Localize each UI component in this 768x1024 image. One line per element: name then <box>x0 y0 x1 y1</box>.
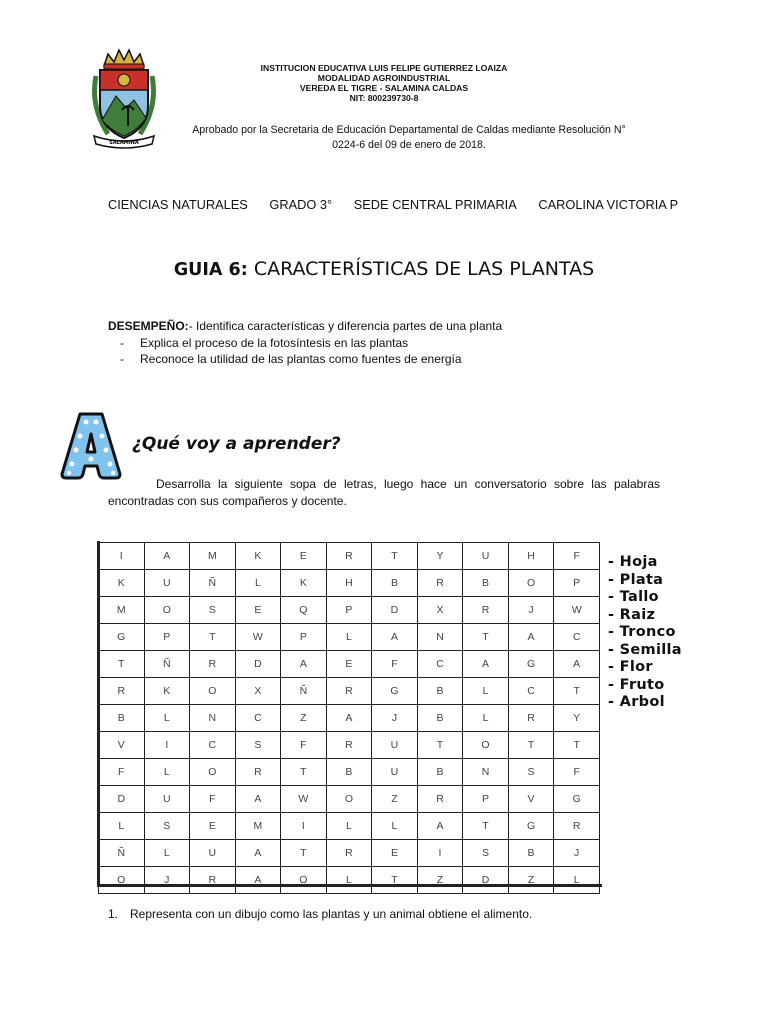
word-search-cell: I <box>99 543 145 570</box>
word-search-cell: B <box>508 840 554 867</box>
letter-a-dot <box>84 420 89 425</box>
seal-sun <box>118 74 130 86</box>
word-search-cell: A <box>281 651 327 678</box>
word-search-cell: P <box>554 570 600 597</box>
word-search-cell: K <box>281 570 327 597</box>
guide-label: GUIA 6: <box>173 260 254 280</box>
word-search-cell: P <box>326 597 372 624</box>
word-search-cell: S <box>235 732 281 759</box>
word-list-item: - Tronco <box>608 624 676 640</box>
letter-a-dot <box>108 462 113 467</box>
word-search-cell: R <box>190 867 236 894</box>
word-search-cell: B <box>417 678 463 705</box>
word-search-cell: G <box>99 624 145 651</box>
letter-a-dot <box>111 471 115 475</box>
approval-line-1: Aprobado por la Secretaria de Educación Departamental de Caldas mediante Resolución N° <box>192 124 626 136</box>
word-search-cell: U <box>372 759 418 786</box>
word-search-cell: R <box>326 543 372 570</box>
word-list-item: - Plata <box>608 571 664 588</box>
word-search-cell: Z <box>508 867 554 894</box>
word-search-cell: U <box>144 570 190 597</box>
word-search-cell: L <box>99 813 145 840</box>
word-search-cell: L <box>326 624 372 651</box>
word-search-cell: C <box>508 678 554 705</box>
word-search-cell: B <box>417 705 463 732</box>
performance-list <box>108 335 668 368</box>
word-search-cell: O <box>190 678 236 705</box>
word-search-row <box>99 732 600 759</box>
word-search-cell: B <box>463 570 509 597</box>
word-search-cell: R <box>326 840 372 867</box>
word-search-cell: A <box>508 624 554 651</box>
word-search-cell: B <box>417 759 463 786</box>
seal-banner-text: SALAMINA <box>109 140 139 146</box>
word-search-cell: G <box>554 786 600 813</box>
word-search-cell: I <box>417 840 463 867</box>
word-list <box>608 554 682 712</box>
word-search-cell: T <box>99 651 145 678</box>
letter-a-dot <box>94 420 99 425</box>
word-search-row <box>99 840 600 867</box>
word-search-cell: O <box>463 732 509 759</box>
word-search-cell: T <box>372 543 418 570</box>
word-search-cell: G <box>508 651 554 678</box>
word-search-cell: G <box>508 813 554 840</box>
word-search-cell: I <box>281 813 327 840</box>
word-search-cell: E <box>235 597 281 624</box>
word-search-cell: T <box>554 732 600 759</box>
letter-a-dot <box>89 457 94 462</box>
word-search-cell: J <box>372 705 418 732</box>
word-search-cell: P <box>144 624 190 651</box>
word-search-cell: D <box>235 651 281 678</box>
word-search-cell: R <box>326 732 372 759</box>
word-search-cell: T <box>372 867 418 894</box>
word-search-cell: A <box>417 813 463 840</box>
word-search-cell: S <box>144 813 190 840</box>
word-search-cell: A <box>235 867 281 894</box>
word-search-cell: U <box>372 732 418 759</box>
word-search-cell: Ñ <box>144 651 190 678</box>
word-search-cell: A <box>235 840 281 867</box>
letter-a-dot <box>104 448 109 453</box>
word-search-cell: W <box>235 624 281 651</box>
word-search-cell: N <box>463 759 509 786</box>
word-search-cell: B <box>99 705 145 732</box>
word-search-cell: F <box>190 786 236 813</box>
word-search-cell: B <box>326 759 372 786</box>
word-search-cell: J <box>508 597 554 624</box>
word-search-cell: E <box>372 840 418 867</box>
word-search-cell: I <box>144 732 190 759</box>
word-search-cell: P <box>281 624 327 651</box>
word-search-cell: X <box>417 597 463 624</box>
approval-text <box>170 123 648 153</box>
performance-intro: - Identifica características y diferencia partes de una planta <box>188 319 503 333</box>
institution-location: VEREDA EL TIGRE - SALAMINA CALDAS <box>299 83 469 93</box>
word-search-cell: H <box>326 570 372 597</box>
word-search-row <box>99 624 600 651</box>
word-search-cell: F <box>372 651 418 678</box>
word-search-cell: M <box>235 813 281 840</box>
word-search-cell: C <box>235 705 281 732</box>
task-number: 1. <box>108 907 119 921</box>
task-item <box>108 907 532 921</box>
word-list-item: - Semilla <box>608 641 682 658</box>
word-search-cell: C <box>417 651 463 678</box>
word-search-row <box>99 651 600 678</box>
word-search-cell: F <box>554 543 600 570</box>
word-search-cell: A <box>235 786 281 813</box>
word-search-cell: R <box>326 678 372 705</box>
word-search-cell: T <box>508 732 554 759</box>
word-search-cell: Ñ <box>190 570 236 597</box>
word-search-cell: L <box>144 840 190 867</box>
word-search-cell: T <box>281 840 327 867</box>
letter-a-icon <box>56 410 126 480</box>
word-search-cell: R <box>554 813 600 840</box>
institution-name: INSTITUCION EDUCATIVA LUIS FELIPE GUTIERREZ LOAIZA <box>260 63 508 73</box>
word-search-cell: U <box>144 786 190 813</box>
word-search-cell: W <box>554 597 600 624</box>
word-search-cell: S <box>190 597 236 624</box>
word-search-row <box>99 570 600 597</box>
word-search-cell: A <box>326 705 372 732</box>
institution-info <box>200 63 568 103</box>
word-search-row <box>99 678 600 705</box>
word-list-item: - Fruto <box>608 676 665 693</box>
seal-crown-band <box>104 64 144 69</box>
word-search-cell: E <box>281 543 327 570</box>
letter-a-shape <box>62 414 120 478</box>
letter-a-dot <box>70 462 75 467</box>
word-search-cell: W <box>281 786 327 813</box>
word-search-cell: R <box>190 651 236 678</box>
guide-topic: CARACTERÍSTICAS DE LAS PLANTAS <box>253 258 595 280</box>
word-list-item: - Hoja <box>608 554 658 570</box>
word-search-cell: V <box>99 732 145 759</box>
word-search-cell: N <box>190 705 236 732</box>
word-list-item: - Raiz <box>608 606 656 623</box>
word-search-cell: A <box>463 651 509 678</box>
performance-intro-line <box>108 318 668 335</box>
letter-a-dot <box>74 448 79 453</box>
word-search-cell: Y <box>554 705 600 732</box>
word-search-cell: R <box>463 597 509 624</box>
word-search-cell: T <box>417 732 463 759</box>
word-search-cell: J <box>144 867 190 894</box>
word-search-cell: H <box>508 543 554 570</box>
subject-name: CIENCIAS NATURALES <box>108 197 248 212</box>
word-search-grid <box>98 542 600 894</box>
word-search-cell: Ñ <box>281 678 327 705</box>
word-list-item: - Tallo <box>608 589 659 605</box>
word-search-row <box>99 813 600 840</box>
word-search-cell: C <box>190 732 236 759</box>
section-heading: ¿Qué voy a aprender? <box>132 434 341 454</box>
word-search-row <box>99 705 600 732</box>
word-search-cell: R <box>417 786 463 813</box>
word-search-cell: A <box>144 543 190 570</box>
word-search-row <box>99 786 600 813</box>
teacher-name: CAROLINA VICTORIA P <box>538 197 679 212</box>
word-search-cell: M <box>190 543 236 570</box>
word-search-cell: Z <box>372 786 418 813</box>
word-search-cell: D <box>463 867 509 894</box>
word-search-cell: L <box>144 705 190 732</box>
word-search-cell: T <box>190 624 236 651</box>
word-search-cell: L <box>463 705 509 732</box>
performance-item: - Reconoce la utilidad de las plantas como fuentes de energía <box>108 351 668 368</box>
word-search-cell: O <box>281 867 327 894</box>
word-search-cell: O <box>99 867 145 894</box>
word-search-cell: D <box>99 786 145 813</box>
word-search-cell: L <box>144 759 190 786</box>
word-search-cell: G <box>372 678 418 705</box>
word-search-cell: T <box>463 624 509 651</box>
word-search-cell: B <box>372 570 418 597</box>
word-search-cell: R <box>417 570 463 597</box>
grade-label: GRADO 3° <box>269 197 333 212</box>
approval-line-2: 0224-6 del 09 de enero de 2018. <box>332 139 486 151</box>
word-search-cell: F <box>554 759 600 786</box>
word-search-cell: Y <box>417 543 463 570</box>
word-search-cell: T <box>463 813 509 840</box>
word-search-cell: L <box>463 678 509 705</box>
word-search-cell: T <box>554 678 600 705</box>
word-search-cell: E <box>190 813 236 840</box>
word-search-cell: V <box>508 786 554 813</box>
word-search-body <box>99 543 600 894</box>
word-search-row <box>99 759 600 786</box>
institution-nit: NIT: 800239730-8 <box>349 93 419 103</box>
performance-label: DESEMPEÑO: <box>108 319 189 333</box>
word-search-cell: S <box>508 759 554 786</box>
word-search-cell: N <box>417 624 463 651</box>
word-search-cell: L <box>326 813 372 840</box>
word-search-cell: F <box>281 732 327 759</box>
word-search-cell: K <box>99 570 145 597</box>
activity-instruction: Desarrolla la siguiente sopa de letras, luego hace un conversatorio sobre las palabras encontradas con sus compañeros y docente. <box>108 477 660 508</box>
word-search-cell: D <box>372 597 418 624</box>
word-search-cell: O <box>508 570 554 597</box>
word-search-cell: L <box>372 813 418 840</box>
task-text: Representa con un dibujo como las plantas y un animal obtiene el alimento. <box>130 907 533 921</box>
guide-title <box>0 258 768 280</box>
word-search-cell: R <box>508 705 554 732</box>
word-search-cell: J <box>554 840 600 867</box>
letter-a-dot <box>78 434 83 439</box>
word-search-cell: Z <box>281 705 327 732</box>
word-search-cell: S <box>463 840 509 867</box>
word-search-cell: C <box>554 624 600 651</box>
subject-line <box>108 197 708 212</box>
word-search-cell: L <box>326 867 372 894</box>
word-search-cell: U <box>190 840 236 867</box>
word-search-cell: F <box>99 759 145 786</box>
letter-a-dot <box>67 471 71 475</box>
word-search-cell: Z <box>417 867 463 894</box>
letter-a-dot <box>100 434 105 439</box>
word-search-cell: P <box>463 786 509 813</box>
branch-name: SEDE CENTRAL PRIMARIA <box>353 197 517 212</box>
word-search-cell: K <box>235 543 281 570</box>
word-search-cell: U <box>463 543 509 570</box>
word-search-cell: O <box>144 597 190 624</box>
word-list-item: - Flor <box>608 659 653 675</box>
word-search-cell: A <box>372 624 418 651</box>
word-search-cell: Q <box>281 597 327 624</box>
word-search-cell: R <box>235 759 281 786</box>
institution-modality: MODALIDAD AGROINDUSTRIAL <box>317 73 451 83</box>
word-search-cell: X <box>235 678 281 705</box>
word-search-cell: L <box>235 570 281 597</box>
word-search-cell: E <box>326 651 372 678</box>
word-search-cell: A <box>554 651 600 678</box>
word-search-cell: M <box>99 597 145 624</box>
word-search-cell: L <box>554 867 600 894</box>
word-search-cell: O <box>326 786 372 813</box>
word-search-cell: K <box>144 678 190 705</box>
school-seal-icon <box>88 46 160 150</box>
word-search-row <box>99 543 600 570</box>
word-search-cell: O <box>190 759 236 786</box>
word-search-cell: T <box>281 759 327 786</box>
performance-section <box>108 318 668 368</box>
word-search-row <box>99 597 600 624</box>
performance-item: - Explica el proceso de la fotosíntesis en las plantas <box>108 335 668 352</box>
word-search-cell: R <box>99 678 145 705</box>
word-list-item: - Arbol <box>608 694 665 710</box>
word-search-cell: Ñ <box>99 840 145 867</box>
word-search-row <box>99 867 600 894</box>
